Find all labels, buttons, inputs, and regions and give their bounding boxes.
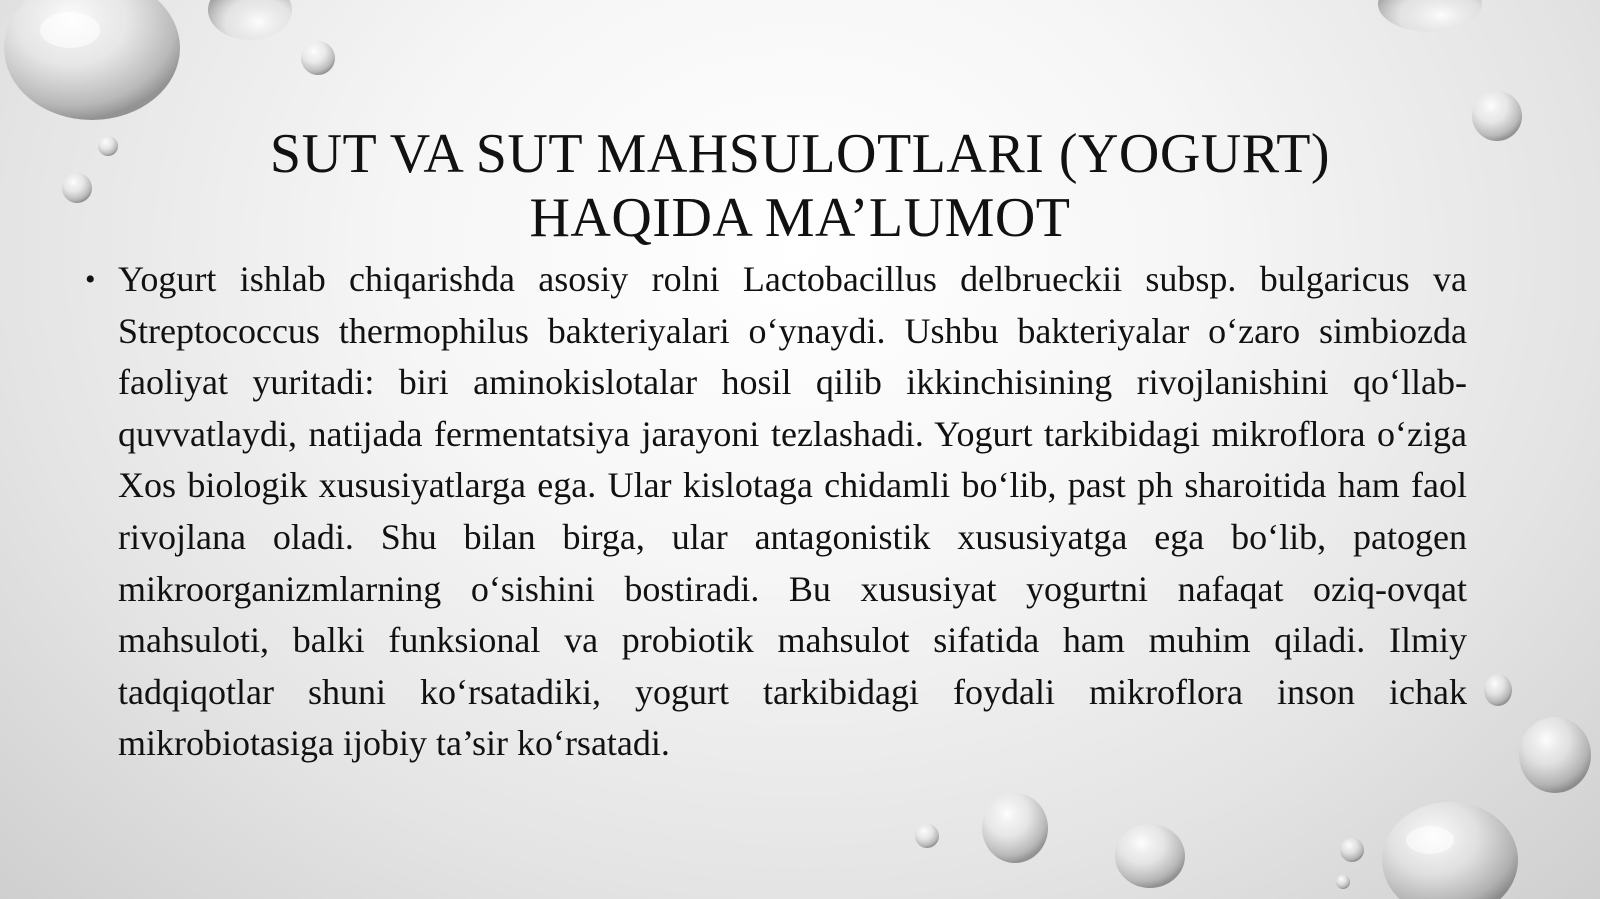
water-droplet-icon xyxy=(1484,674,1512,706)
water-droplet-icon xyxy=(1378,0,1482,32)
water-droplet-icon xyxy=(4,0,180,120)
water-droplet-icon xyxy=(98,136,118,156)
water-droplet-icon xyxy=(915,824,939,848)
bullet-icon: • xyxy=(85,263,96,296)
water-droplet-icon xyxy=(301,41,335,75)
water-droplet-icon xyxy=(1382,802,1518,899)
water-droplet-icon xyxy=(208,0,292,40)
water-droplet-icon xyxy=(1336,875,1350,889)
bullet-paragraph: Yogurt ishlab chiqarishda asosiy rolni Lactobacillus delbrueckii subsp. bulgaricus va Streptococcus thermophilus bakteriyalari o‘ynaydi. Ushbu bakteriyalar o‘zaro simbiozda faoliyat yuritadi: biri aminokislotalar hosil qilib ikkinchisining rivojlanishini qo‘llab-quvvatlaydi, natijada fermentatsiya jarayoni tezlashadi. Yogurt tarkibidagi mikroflora o‘ziga Xos biologik xususiyatlarga ega. Ular kislotaga chidamli bo‘lib, past ph sharoitida ham faol rivojlana oladi. Shu bilan birga, ular antagonistik xususiyatga ega bo‘lib, patogen mikroorganizmlarning o‘sishini bostiradi. Bu xususiyat yogurtni nafaqat oziq-ovqat mahsuloti, balki funksional va probiotik mahsulot sifatida ham muhim qiladi. Ilmiy tadqiqotlar shuni ko‘rsatadiki, yogurt tarkibidagi foydali mikroflora inson ichak mikrobiotasiga ijobiy ta’sir ko‘rsatadi. xyxy=(118,259,1467,764)
slide-title xyxy=(150,122,1450,250)
bullet-item xyxy=(85,254,1467,770)
water-droplet-icon xyxy=(62,173,92,203)
water-droplet-icon xyxy=(1340,838,1364,862)
slide-title-line-1: SUT VA SUT MAHSULOTLARI (YOGURT) xyxy=(269,123,1331,185)
water-droplet-icon xyxy=(982,793,1048,863)
water-droplet-icon xyxy=(1115,824,1185,888)
water-droplet-icon xyxy=(1472,91,1522,141)
slide-title-line-2: HAQIDA MA’LUMOT xyxy=(529,187,1071,249)
slide-body-list xyxy=(85,254,1467,770)
water-droplet-icon xyxy=(1519,717,1591,793)
